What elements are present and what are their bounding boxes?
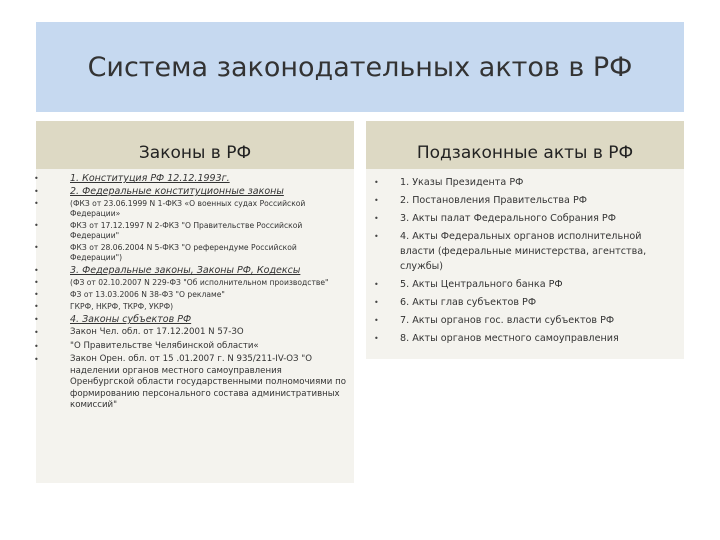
bylaws-panel: [366, 169, 684, 359]
list-item: • ФЗ от 13.03.2006 N 38-ФЗ "О рекламе": [70, 290, 348, 300]
laws-header: Законы в РФ: [36, 121, 354, 169]
list-item: • 4. Законы субъектов РФ: [70, 314, 348, 326]
list-item: • ФКЗ от 17.12.1997 N 2-ФКЗ "О Правительстве Российской Федерации": [70, 221, 348, 241]
list-item: • 3. Акты палат Федерального Собрания РФ: [400, 211, 676, 226]
list-item: • (ФЗ от 02.10.2007 N 229-ФЗ "Об исполнительном производстве": [70, 278, 348, 288]
page-title: Система законодательных актов в РФ: [87, 51, 633, 83]
list-item: • 4. Акты Федеральных органов исполнительной власти (федеральные министерства, агентства, службы): [400, 229, 676, 274]
list-item: • "О Правительстве Челябинской области«: [70, 341, 348, 353]
list-item: • Закон Орен. обл. от 15 .01.2007 г. N 935/211-IV-ОЗ "О наделении органов местного самоуправления Оренбургской области государственными полномочиями по формированию персонального состава административных комиссий": [70, 354, 348, 412]
list-item: • 1. Указы Президента РФ: [400, 175, 676, 190]
laws-list: [36, 169, 354, 412]
list-item: • 1. Конституция РФ 12.12.1993г.: [70, 173, 348, 185]
list-item: • 5. Акты Центрального банка РФ: [400, 277, 676, 292]
title-banner: [36, 22, 684, 112]
bylaws-header: Подзаконные акты в РФ: [366, 121, 684, 169]
bylaws-list: [366, 169, 684, 346]
list-item: • 2. Постановления Правительства РФ: [400, 193, 676, 208]
list-item: • ГКРФ, НКРФ, ТКРФ, УКРФ): [70, 302, 348, 312]
list-item: • 8. Акты органов местного самоуправления: [400, 331, 676, 346]
list-item: • 3. Федеральные законы, Законы РФ, Кодексы: [70, 265, 348, 277]
list-item: • ФКЗ от 28.06.2004 N 5-ФКЗ "О референдуме Российской Федерации"): [70, 243, 348, 263]
list-item: • (ФКЗ от 23.06.1999 N 1-ФКЗ «О военных судах Российской Федерации»: [70, 199, 348, 219]
list-item: • 2. Федеральные конституционные законы: [70, 186, 348, 198]
list-item: • 7. Акты органов гос. власти субъектов РФ: [400, 313, 676, 328]
list-item: • Закон Чел. обл. от 17.12.2001 N 57-ЗО: [70, 327, 348, 339]
list-item: • 6. Акты глав субъектов РФ: [400, 295, 676, 310]
laws-panel: [36, 169, 354, 483]
